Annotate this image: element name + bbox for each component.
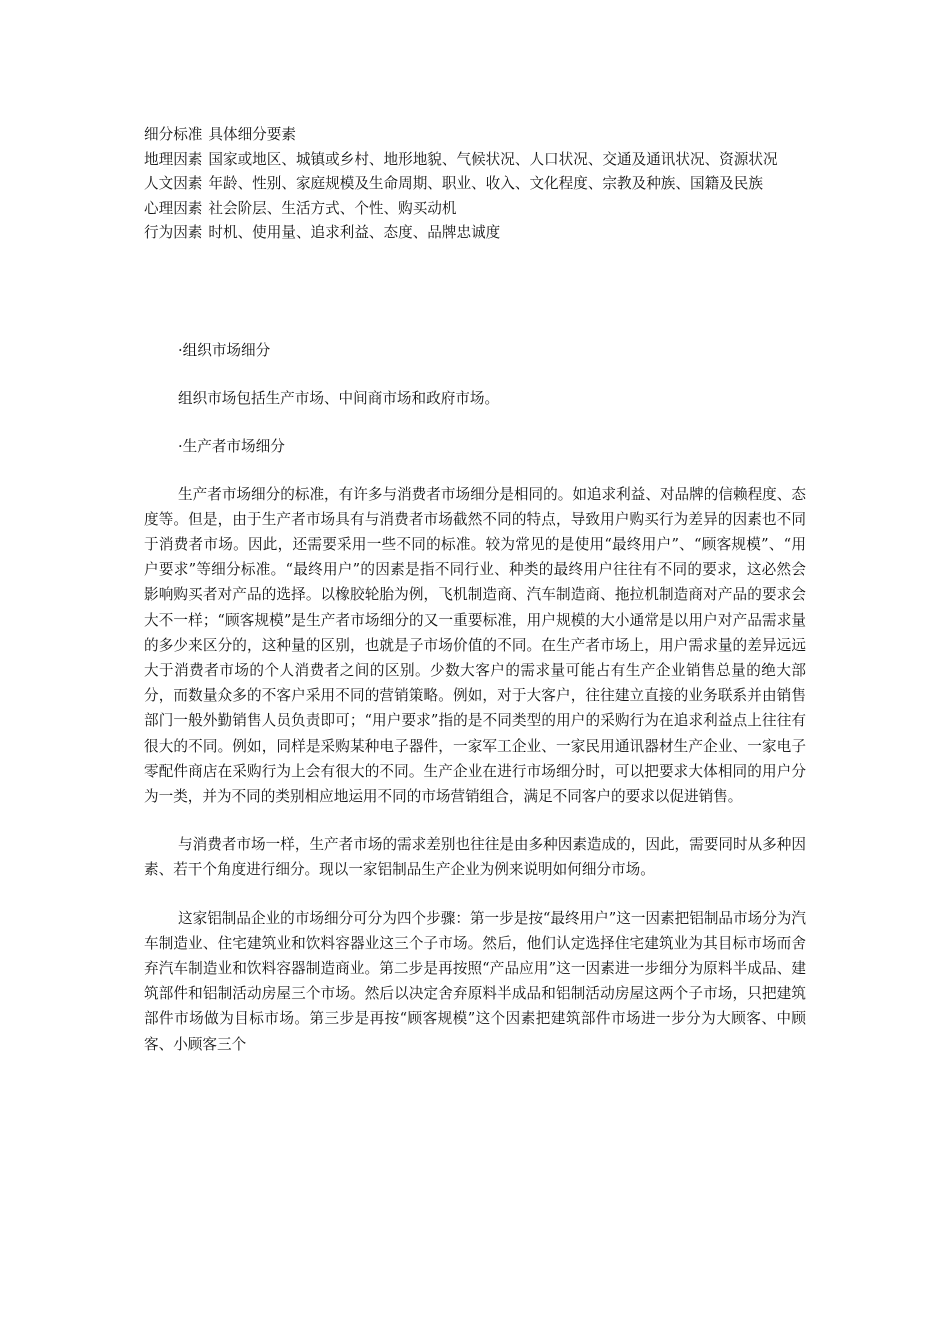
heading-organizational-market: ·组织市场细分 xyxy=(178,341,271,359)
table-header-label: 细分标准 xyxy=(144,126,203,143)
document-page xyxy=(144,123,806,1080)
paragraph-aluminum-example: 这家铝制品企业的市场细分可分为四个步骤：第一步是按“最终用户”这一因素把铝制品市场分为汽车制造业、住宅建筑业和饮料容器业这三个子市场。然后，他们认定选择住宅建筑业为其目标市场而舍弃汽车制造业和饮料容器制造商业。第二步是再按照“产品应用”这一因素进一步细分为原料半成品、建筑部件和铝制活动房屋三个市场。然后以决定舍弃原料半成品和铝制活动房屋这两个子市场，只把建筑部件市场做为目标市场。第三步是再按“顾客规模”这个因素把建筑部件市场进一步分为大顾客、中顾客、小顾客三个 xyxy=(144,909,806,1053)
table-row-label: 地理因素 xyxy=(144,150,203,168)
table-row-geographic xyxy=(144,148,806,173)
heading-producer-market: ·生产者市场细分 xyxy=(178,437,285,455)
table-row-value: 社会阶层、生活方式、个性、购买动机 xyxy=(208,199,457,217)
table-row-label: 人文因素 xyxy=(144,175,203,192)
table-row-label: 心理因素 xyxy=(144,199,203,217)
section-spacer xyxy=(144,246,806,338)
table-row-value: 国家或地区、城镇或乡村、地形地貌、气候状况、人口状况、交通及通讯状况、资源状况 xyxy=(208,150,778,168)
paragraph-multi-factor: 与消费者市场一样，生产者市场的需求差别也往往是由多种因素造成的，因此，需要同时从多种因素、若干个角度进行细分。现以一家铝制品生产企业为例来说明如何细分市场。 xyxy=(144,836,806,879)
segmentation-table xyxy=(144,123,806,246)
table-row-label: 行为因素 xyxy=(144,224,203,241)
table-row-psychographic xyxy=(144,197,806,222)
table-row-behavioral xyxy=(144,221,806,246)
table-row-value: 时机、使用量、追求利益、态度、品牌忠诚度 xyxy=(208,224,501,241)
paragraph-producer-criteria: 生产者市场细分的标准，有许多与消费者市场细分是相同的。如追求利益、对品牌的信赖程度、态度等。但是，由于生产者市场具有与消费者市场截然不同的特点，导致用户购买行为差异的因素也不同于消费者市场。因此，还需要采用一些不同的标准。较为常见的是使用“最终用户”、“顾客规模”、“用户要求”等细分标准。“最终用户”的因素是指不同行业、种类的最终用户往往有不同的要求，这必然会影响购买者对产品的选择。以橡胶轮胎为例，飞机制造商、汽车制造商、拖拉机制造商对产品的要求会大不一样；“顾客规模”是生产者市场细分的又一重要标准，用户规模的大小通常是以用户对产品需求量的多少来区分的，这种量的区别，也就是子市场价值的不同。在生产者市场上，用户需求量的差异远远大于消费者市场的个人消费者之间的区别。少数大客户的需求量可能占有生产企业销售总量的绝大部分，而数量众多的不客户采用不同的营销策略。例如，对于大客户，往往建立直接的业务联系并由销售部门一般外勤销售人员负责即可；“用户要求”指的是不同类型的用户的采购行为在追求利益点上往往有很大的不同。例如，同样是采购某种电子器件，一家军工企业、一家民用通讯器材生产企业、一家电子零配件商店在采购行为上会有很大的不同。生产企业在进行市场细分时，可以把要求大体相同的用户分为一类，并为不同的类别相应地运用不同的市场营销组合，满足不同客户的要求以促进销售。 xyxy=(144,485,806,805)
table-row-value: 年龄、性别、家庭规模及生命周期、职业、收入、文化程度、宗教及种族、国籍及民族 xyxy=(208,175,763,192)
table-header-value: 具体细分要素 xyxy=(208,126,296,143)
table-header-row xyxy=(144,123,806,148)
table-row-demographic xyxy=(144,172,806,197)
paragraph-organizational-market: 组织市场包括生产市场、中间商市场和政府市场。 xyxy=(178,389,500,407)
